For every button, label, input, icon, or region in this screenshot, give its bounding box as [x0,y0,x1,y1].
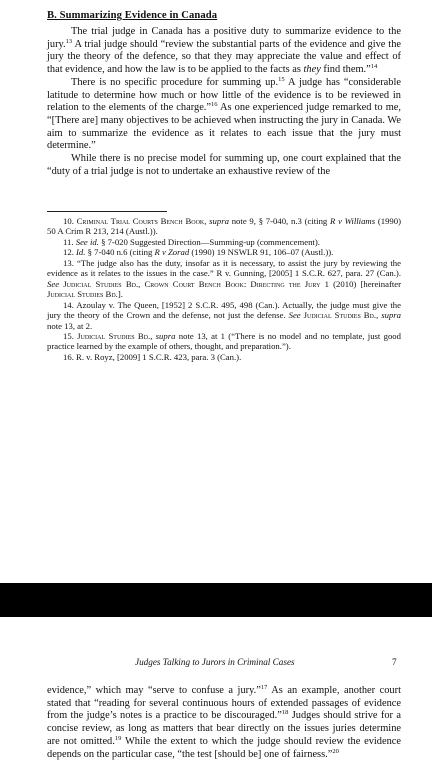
footnote-text: , [204,216,210,226]
footnote-13 [47,258,401,300]
footnote-number: 15. [63,330,74,341]
footnote-text: R. v. Royz, [2009] 1 S.C.R. 423, para. 3 (Can.). [76,351,242,362]
p1-text-2: A trial judge should “review the substantial parts of the evidence and give the jury the theory of the defence, so that they may appreciate the value and effect of that evidence, and how the law is to be applied to the facts as [47,38,401,76]
pb-text-2: As an example, another court stated that “reading for several continuous hours of extended passages of evidence from the judge’s notes is a practice to be discouraged.” [47,685,401,722]
section-heading: B. Summarizing Evidence in Canada [47,10,218,21]
footnote-ref-14[interactable]: 14 [370,63,378,71]
footnote-source: Criminal Trial Courts Bench Book [76,216,205,226]
paragraph-1 [47,26,401,77]
footnote-text: , [150,330,156,341]
footnote-text: “The judge also has the duty, insofar as it is necessary, to assist the jury by reviewing the evidence as it relates to the issues in the case.” R v. Gunning, [2005] 1 S.C.R. 627, para. 27 (Can.). [47,257,401,279]
paragraph-continued [47,685,401,761]
footnote-ref-13[interactable]: 13 [65,37,73,45]
footnote-number: 14. [63,299,74,310]
footnote-text: note 13, at 2. [47,320,93,331]
footnote-16 [47,352,401,362]
footnote-text: 1 (2010) [hereinafter [320,278,402,289]
footnote-ref-19[interactable]: 19 [114,734,122,742]
footnote-ref-17[interactable]: 17 [260,684,268,691]
footnote-text: Azoulay v. The Queen, [1952] 2 S.C.R. 495, 498 (Can.). Actually, the judge must give the jury the theory of the Crown and the defense, not just the defense. [47,299,401,321]
footnote-case-name: R v Williams [330,216,376,226]
footnotes [47,216,401,362]
pb-text-4: While the extent to which the judge should review the evidence depends on the particular case, “the test [should be] one of fairness.” [47,735,401,760]
footnote-text: § 7-020 Suggested Direction—Summing-up (commencement). [98,236,320,247]
pb-text-3: Judges should strive for a concise review, as long as matters that bear directly on the issues juries determine are not omitted. [47,710,401,747]
footnote-italic: supra [381,310,402,321]
footnote-text: (1990) 50 A Crim R 213, 214 (Austl.)). [47,216,402,237]
footnote-15 [47,331,401,352]
footnote-source: Judicial Studies Bd. [303,310,377,321]
footnote-ref-15[interactable]: 15 [278,75,285,83]
footnote-source: Judicial Studies Bd. [47,289,118,300]
footnote-number: 13. [63,257,74,268]
footnote-italic: supra [209,216,229,226]
footnote-11 [47,237,401,247]
footnote-text: § 7-040 n.6 (citing [85,247,155,258]
footnote-number: 16. [63,351,74,362]
paragraph-3 [47,153,401,178]
footnote-12 [47,247,401,257]
pb-text-1: evidence,” which may “serve to confuse a jury.” [47,685,261,696]
footnote-10 [47,216,401,237]
footnote-ref-20[interactable]: 20 [332,747,339,755]
p2-text-3: As one experienced judge remarked to me, “[There are] many objectives to be achieved when instructing the jury in Canada. We aim to summarize the evidence as it relates to each issue that the jury must determine.” [47,102,401,152]
body-text-bottom [47,685,401,761]
footnote-source: Judicial Studies Bd. [77,330,151,341]
footnote-number: 10. [63,216,74,226]
page-bottom [0,617,432,768]
footnote-number: 12. [63,247,74,258]
footnote-text: ]. [117,289,123,300]
footnote-divider [47,211,167,212]
page-number: 7 [392,657,397,667]
footnote-text: (1990) 19 NSWLR 91, 106–07 (Austl.)). [189,247,334,258]
p2-text-2: A judge has “considerable latitude to determine how much or how little of the evidence is to be reviewed in relation to the elements of the charge.” [47,76,401,114]
footnote-italic: See [288,310,301,321]
page-gap [0,583,432,617]
footnote-text: , [376,310,382,321]
footnote-ref-16[interactable]: 16 [211,101,218,109]
body-text-top [47,26,401,178]
footnote-italic: See [47,278,60,289]
footnote-ref-18[interactable]: 18 [281,709,289,717]
running-head-title: Judges Talking to Jurors in Criminal Cases [135,657,295,667]
footnote-italic: See id. [75,236,99,247]
paragraph-2 [47,77,401,153]
footnote-14 [47,300,401,331]
p1-text-3: find them.” [320,64,371,76]
footnote-text: note 13, at 1 (“There is no model and no template, just good practice learned by the example of others, thought, and preparation.”). [47,330,401,352]
p3-text-1: While there is no precise model for summing up, one court explained that the “duty of a trial judge is not to undertake an exhaustive review of the [47,153,401,177]
footnote-number: 11. [63,236,74,247]
p1-italic-they: they [303,64,321,76]
p1-text-1: The trial judge in Canada has a positive duty to summarize evidence to the jury. [47,26,401,50]
footnote-italic: Id. [76,247,86,258]
footnote-source: Judicial Studies Bd., Crown Court Bench Book: Directing the Jury [63,278,321,289]
footnote-text: note 9, § 7-040, n.3 (citing [228,216,331,226]
footnote-italic: supra [155,330,176,341]
footnote-case-name: R v Zorad [154,247,190,258]
p2-text-1: There is no specific procedure for summing up. [71,76,279,88]
